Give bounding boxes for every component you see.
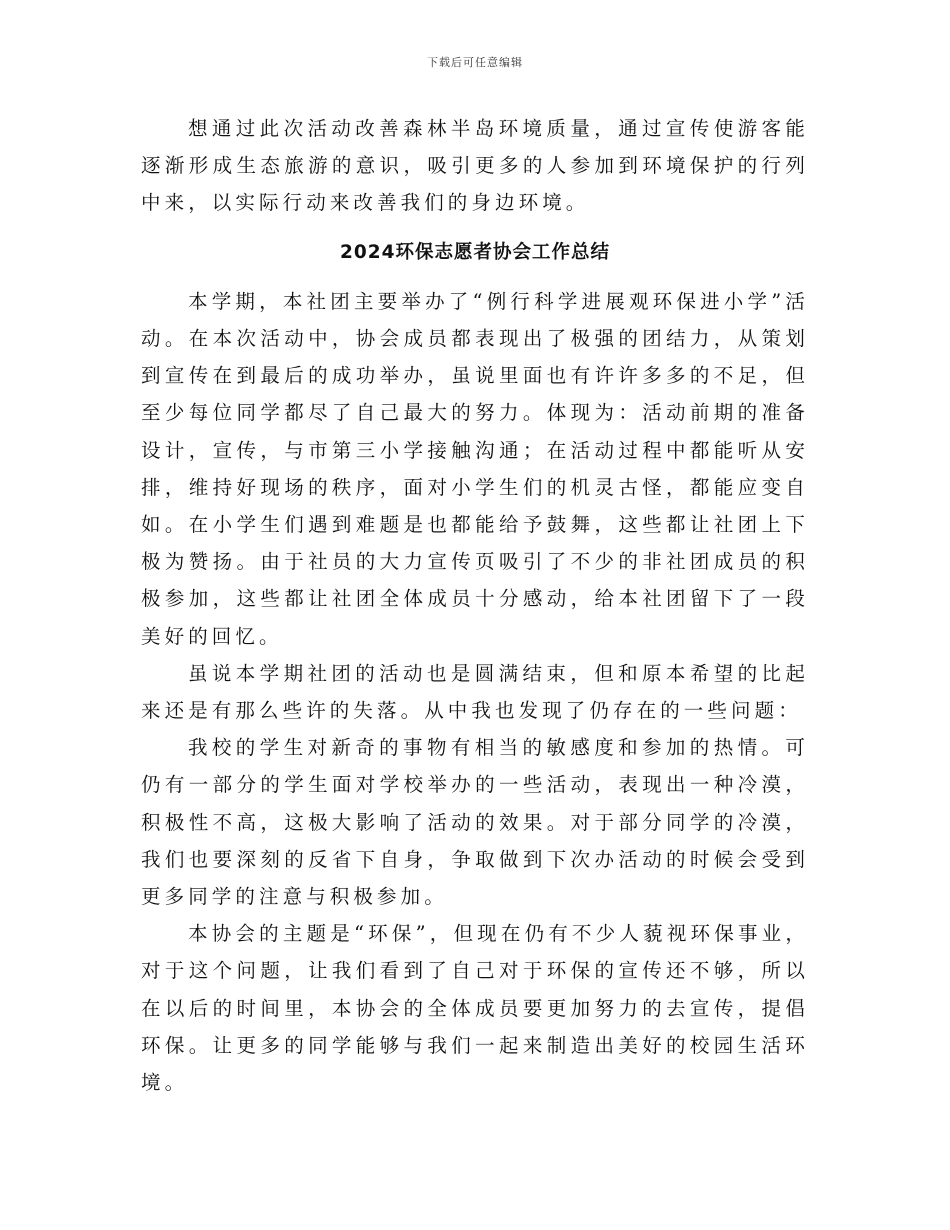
intro-paragraph: 想通过此次活动改善森林半岛环境质量，通过宣传使游客能逐渐形成生态旅游的意识，吸引更多的人参加到环境保护的行列中来，以实际行动来改善我们的身边环境。 <box>141 117 809 215</box>
document-title: 2024环保志愿者协会工作总结 <box>340 241 610 263</box>
body-paragraph-1: 本学期，本社团主要举办了“例行科学进展观环保进小学”活动。在本次活动中，协会成员都表现出了极强的团结力，从策划到宣传在到最后的成功举办，虽说里面也有许许多多的不足，但至少每位同学都尽了自己最大的努力。体现为：活动前期的准备设计，宣传，与市第三小学接触沟通；在活动过程中都能听从安排，维持好现场的秩序，面对小学生们的机灵古怪，都能应变自如。在小学生们遇到难题是也都能给予鼓舞，这些都让社团上下极为赞扬。由于社员的大力宣传页吸引了不少的非社团成员的积极参加，这些都让社团全体成员十分感动，给本社团留下了一段美好的回忆。 <box>141 289 809 648</box>
header-note: 下载后可任意编辑 <box>427 56 523 69</box>
body-paragraph-3: 我校的学生对新奇的事物有相当的敏感度和参加的热情。可仍有一部分的学生面对学校举办的一些活动，表现出一种冷漠，积极性不高，这极大影响了活动的效果。对于部分同学的冷漠，我们也要深刻的反省下自身，争取做到下次办活动的时候会受到更多同学的注意与积极参加。 <box>141 736 809 909</box>
body-paragraph-2: 虽说本学期社团的活动也是圆满结束，但和原本希望的比起来还是有那么些许的失落。从中我也发现了仍存在的一些问题： <box>141 661 809 723</box>
document-body <box>141 110 809 1101</box>
body-paragraph-4: 本协会的主题是“环保”，但现在仍有不少人藐视环保事业，对于这个问题，让我们看到了自己对于环保的宣传还不够，所以在以后的时间里，本协会的全体成员要更加努力的去宣传，提倡环保。让更多的同学能够与我们一起来制造出美好的校园生活环境。 <box>141 922 809 1095</box>
